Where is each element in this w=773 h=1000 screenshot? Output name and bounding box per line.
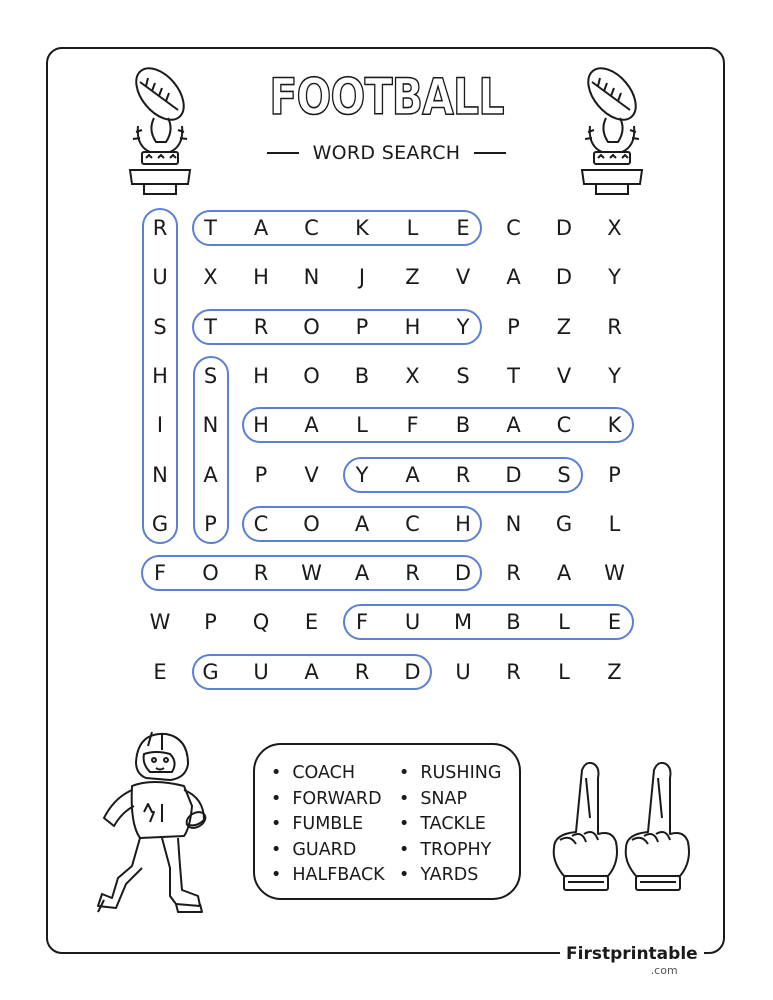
grid-letter[interactable]: W — [301, 561, 322, 586]
grid-letter[interactable]: T — [204, 314, 217, 339]
brand-domain: .com — [650, 964, 678, 977]
grid-letter[interactable]: P — [254, 462, 268, 487]
grid-letter[interactable]: A — [354, 511, 370, 536]
grid-letter[interactable]: P — [608, 462, 621, 487]
grid-letter[interactable]: L — [558, 610, 570, 635]
grid-letter[interactable]: G — [202, 659, 219, 684]
grid-letter[interactable]: J — [358, 265, 366, 290]
grid-letter[interactable]: Z — [607, 659, 622, 684]
grid-letter[interactable]: R — [607, 314, 622, 339]
grid-letter[interactable]: H — [253, 265, 269, 290]
grid-letter[interactable]: U — [455, 659, 471, 684]
grid-letter[interactable]: C — [506, 216, 521, 240]
word-list-item: • TROPHY — [399, 838, 501, 864]
brand-logo — [560, 944, 704, 977]
grid-letter[interactable]: O — [303, 314, 320, 339]
word-list-column-2 — [399, 761, 501, 889]
grid-letter[interactable]: N — [505, 511, 522, 536]
word-list-item: • SNAP — [399, 787, 501, 813]
grid-letter[interactable]: A — [304, 659, 319, 684]
grid-letter[interactable]: X — [607, 216, 622, 240]
word-list-item: • FUMBLE — [271, 812, 385, 838]
found-word-highlight-tackle — [192, 210, 483, 246]
word-list-column-1 — [271, 761, 385, 889]
grid-letter[interactable]: N — [152, 462, 168, 487]
grid-letter[interactable]: Y — [608, 363, 621, 388]
grid-letter[interactable]: A — [506, 265, 521, 290]
grid-letter[interactable]: R — [405, 561, 420, 586]
grid-letter[interactable]: V — [304, 462, 319, 487]
grid-letter[interactable]: I — [156, 413, 164, 438]
word-list-item: • HALFBACK — [271, 863, 385, 889]
grid-letter[interactable]: R — [253, 561, 269, 586]
grid-letter[interactable]: F — [355, 610, 369, 635]
grid-letter[interactable]: L — [558, 659, 570, 684]
grid-letter[interactable]: C — [405, 511, 420, 536]
grid-letter[interactable]: H — [152, 363, 168, 388]
grid-letter[interactable]: A — [253, 216, 269, 240]
word-list-item: • YARDS — [399, 863, 501, 889]
grid-letter[interactable]: R — [354, 659, 370, 684]
word-list-item: • FORWARD — [271, 787, 385, 813]
grid-letter[interactable]: Q — [252, 610, 270, 635]
grid-letter[interactable]: P — [507, 314, 520, 339]
word-list-box — [253, 743, 521, 900]
grid-letter[interactable]: A — [506, 413, 521, 438]
grid-letter[interactable]: P — [355, 314, 369, 339]
found-word-highlight-fumble — [343, 604, 634, 640]
grid-letter[interactable]: P — [204, 511, 217, 536]
football-player-illustration — [92, 728, 216, 918]
grid-letter[interactable]: Z — [556, 314, 572, 339]
grid-letter[interactable]: O — [303, 511, 320, 536]
grid-letter[interactable]: P — [204, 610, 217, 635]
grid-letter[interactable]: R — [506, 659, 521, 684]
grid-letter[interactable]: L — [608, 511, 621, 536]
grid-letter[interactable]: T — [204, 216, 217, 240]
grid-letter[interactable]: T — [507, 363, 520, 388]
grid-letter[interactable]: H — [404, 314, 421, 339]
grid-letter[interactable]: X — [405, 363, 420, 388]
grid-letter[interactable]: E — [456, 216, 470, 240]
grid-letter[interactable]: N — [202, 413, 219, 438]
word-list-item: • GUARD — [271, 838, 385, 864]
grid-letter[interactable]: B — [455, 413, 471, 438]
page-title: FOOTBALL — [269, 68, 504, 126]
grid-letter[interactable]: Y — [608, 265, 621, 290]
grid-letter[interactable]: L — [406, 216, 419, 240]
grid-letter[interactable]: H — [253, 413, 269, 438]
grid-letter[interactable]: F — [153, 561, 167, 586]
grid-letter[interactable]: D — [555, 265, 573, 290]
grid-letter[interactable]: M — [453, 610, 473, 635]
grid-letter[interactable]: U — [253, 659, 269, 684]
word-list-item: • TACKLE — [399, 812, 501, 838]
grid-letter[interactable]: W — [149, 610, 171, 635]
grid-letter[interactable]: N — [303, 265, 320, 290]
foam-finger-icon — [548, 758, 712, 896]
grid-letter[interactable]: H — [253, 363, 269, 388]
grid-letter[interactable]: U — [152, 265, 168, 290]
grid-letter[interactable]: D — [404, 659, 421, 684]
word-list-item: • RUSHING — [399, 761, 501, 787]
grid-letter[interactable]: S — [153, 314, 167, 339]
grid-letter[interactable]: X — [203, 265, 218, 290]
grid-letter[interactable]: D — [555, 216, 573, 240]
grid-letter[interactable]: H — [455, 511, 471, 536]
word-list-item: • COACH — [271, 761, 385, 787]
grid-letter[interactable]: E — [607, 610, 622, 635]
grid-letter[interactable]: A — [405, 462, 420, 487]
grid-letter[interactable]: V — [455, 265, 471, 290]
grid-letter[interactable]: S — [557, 462, 571, 487]
grid-letter[interactable]: Y — [456, 314, 470, 339]
grid-letter[interactable]: A — [304, 413, 319, 438]
grid-letter[interactable]: K — [355, 216, 369, 240]
grid-letter[interactable]: C — [253, 511, 269, 536]
grid-letter[interactable]: C — [556, 413, 572, 438]
brand-name: Firstprintable — [566, 944, 698, 964]
grid-letter[interactable]: G — [555, 511, 573, 536]
grid-letter[interactable]: B — [354, 363, 370, 388]
grid-letter[interactable]: S — [203, 363, 218, 388]
grid-letter[interactable]: A — [556, 561, 572, 586]
grid-letter[interactable]: R — [152, 216, 168, 240]
grid-letter[interactable]: R — [253, 314, 269, 339]
grid-letter[interactable]: D — [454, 561, 472, 586]
grid-letter[interactable]: A — [203, 462, 218, 487]
grid-letter[interactable]: G — [151, 511, 169, 536]
grid-letter[interactable]: W — [604, 561, 625, 586]
grid-letter[interactable]: C — [304, 216, 319, 240]
grid-letter[interactable]: Y — [355, 462, 369, 487]
grid-letter[interactable]: Z — [405, 265, 420, 290]
grid-letter[interactable]: D — [505, 462, 522, 487]
grid-letter[interactable]: F — [406, 413, 419, 438]
grid-letter[interactable]: S — [456, 363, 470, 388]
grid-letter[interactable]: O — [303, 363, 320, 388]
grid-letter[interactable]: U — [404, 610, 421, 635]
grid-letter[interactable]: E — [304, 610, 319, 635]
page-subtitle: WORD SEARCH — [312, 142, 461, 164]
grid-letter[interactable]: B — [506, 610, 521, 635]
grid-letter[interactable]: V — [556, 363, 572, 388]
grid-letter[interactable]: R — [506, 561, 521, 586]
found-word-highlight-trophy — [192, 309, 483, 345]
grid-letter[interactable]: E — [153, 659, 167, 684]
grid-letter[interactable]: L — [356, 413, 368, 438]
grid-letter[interactable]: R — [455, 462, 471, 487]
grid-letter[interactable]: K — [607, 413, 622, 438]
grid-letter[interactable]: O — [202, 561, 219, 586]
grid-letter[interactable]: A — [354, 561, 370, 586]
